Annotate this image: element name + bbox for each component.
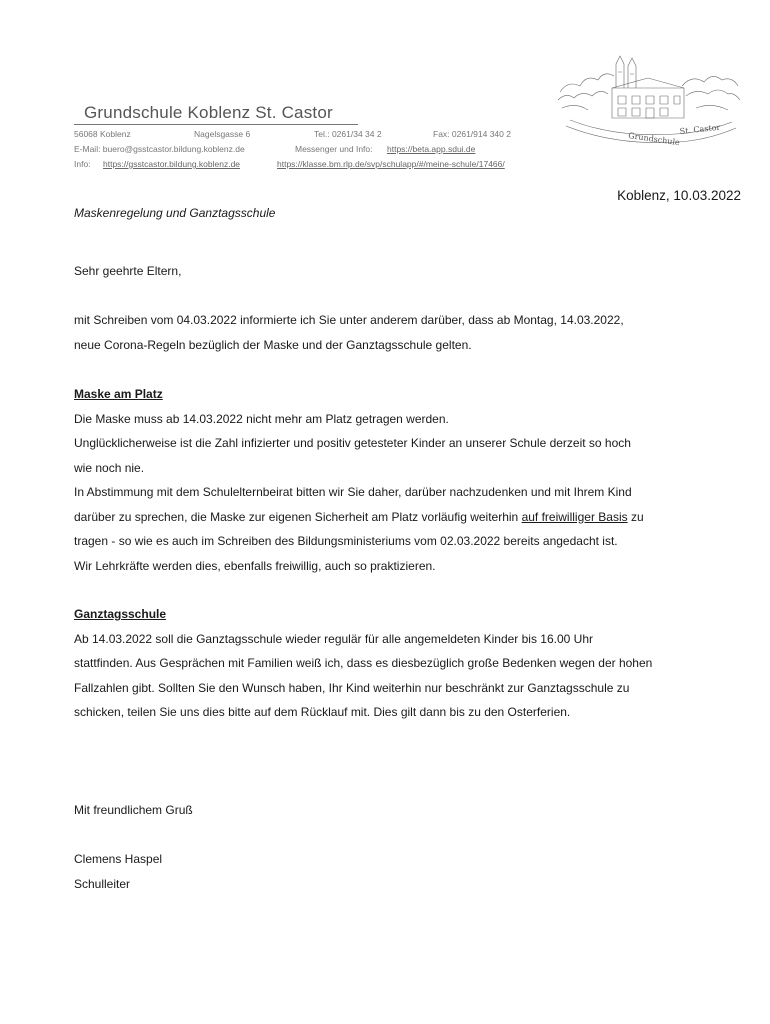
text-line: neue Corona-Regeln bezüglich der Maske und der Ganztagsschule gelten. xyxy=(74,337,472,352)
text-line: wie noch nie. xyxy=(74,460,145,475)
text-line: Wir Lehrkräfte werden dies, ebenfalls freiwillig, auch so praktizieren. xyxy=(74,558,436,573)
street: Nagelsgasse 6 xyxy=(194,129,251,139)
text-line: Ab 14.03.2022 soll die Ganztagsschule wieder regulär für alle angemeldeten Kinder bis 16.00 Uhr xyxy=(74,631,593,646)
text-line: Unglücklicherweise ist die Zahl infizierter und positiv getesteter Kinder an unserer Schule derzeit so hoch xyxy=(74,436,631,450)
text-line: In Abstimmung mit dem Schulelternbeirat bitten wir Sie daher, darüber nachzudenken und mit Ihrem Kind xyxy=(74,485,632,499)
text-line: tragen - so wie es auch im Schreiben des Bildungsministeriums vom 02.03.2022 bereits angedacht ist. xyxy=(74,534,618,548)
text-run: darüber zu sprechen, die Maske zur eigenen Sicherheit am Platz vorläufig weiterhin xyxy=(74,509,522,524)
postcode-city: 56068 Koblenz xyxy=(74,129,131,139)
info-label: Info: xyxy=(74,159,91,169)
messenger-label: Messenger und Info: xyxy=(295,144,373,154)
svg-text:St. Castor: St. Castor xyxy=(679,122,721,136)
schulapp-link[interactable]: https://klasse.bm.rlp.de/svp/schulapp/#/meine-schule/17466/ xyxy=(277,159,505,169)
website-link[interactable]: https://gsstcastor.bildung.koblenz.de xyxy=(103,159,241,169)
telephone: Tel.: 0261/34 34 2 xyxy=(314,129,382,139)
text-line: Fallzahlen gibt. Sollten Sie den Wunsch haben, Ihr Kind weiterhin nur beschränkt zur Ganztagsschule zu xyxy=(74,680,630,695)
logo-lettering: Grundschule xyxy=(627,131,681,148)
text-run: zu xyxy=(627,509,644,524)
mask-section xyxy=(74,382,714,578)
intro-paragraph xyxy=(74,308,714,357)
ganztag-section xyxy=(74,602,714,725)
letter-subject: Maskenregelung und Ganztagsschule xyxy=(74,206,276,220)
section-heading-mask: Maske am Platz xyxy=(74,387,163,401)
signature-name: Clemens Haspel xyxy=(74,852,163,866)
text-line: stattfinden. Aus Gesprächen mit Familien weiß ich, dass es diesbezüglich große Bedenken wegen der hohen xyxy=(74,656,653,670)
text-line: mit Schreiben vom 04.03.2022 informierte ich Sie unter anderem darüber, dass ab Montag, 14.03.2022, xyxy=(74,313,624,327)
letterhead-rule xyxy=(74,124,358,125)
text-line: Die Maske muss ab 14.03.2022 nicht mehr am Platz getragen werden. xyxy=(74,411,449,426)
section-heading-ganztag: Ganztagsschule xyxy=(74,607,167,621)
messenger-link[interactable]: https://beta.app.sdui.de xyxy=(387,144,476,154)
text-line xyxy=(74,505,714,530)
signature-title: Schulleiter xyxy=(74,877,131,891)
salutation: Sehr geehrte Eltern, xyxy=(74,264,182,278)
emphasis-voluntary: auf freiwilliger Basis xyxy=(521,509,628,524)
fax: Fax: 0261/914 340 2 xyxy=(433,129,511,139)
text-line: schicken, teilen Sie uns dies bitte auf dem Rücklauf mit. Dies gilt dann bis zu den Osterferien. xyxy=(74,705,571,719)
letter-date: Koblenz, 10.03.2022 xyxy=(617,188,741,203)
school-name: Grundschule Koblenz St. Castor xyxy=(84,103,333,122)
closing: Mit freundlichem Gruß xyxy=(74,803,193,817)
email: E-Mail: buero@gsstcastor.bildung.koblenz.de xyxy=(74,144,245,154)
school-logo xyxy=(556,52,741,152)
